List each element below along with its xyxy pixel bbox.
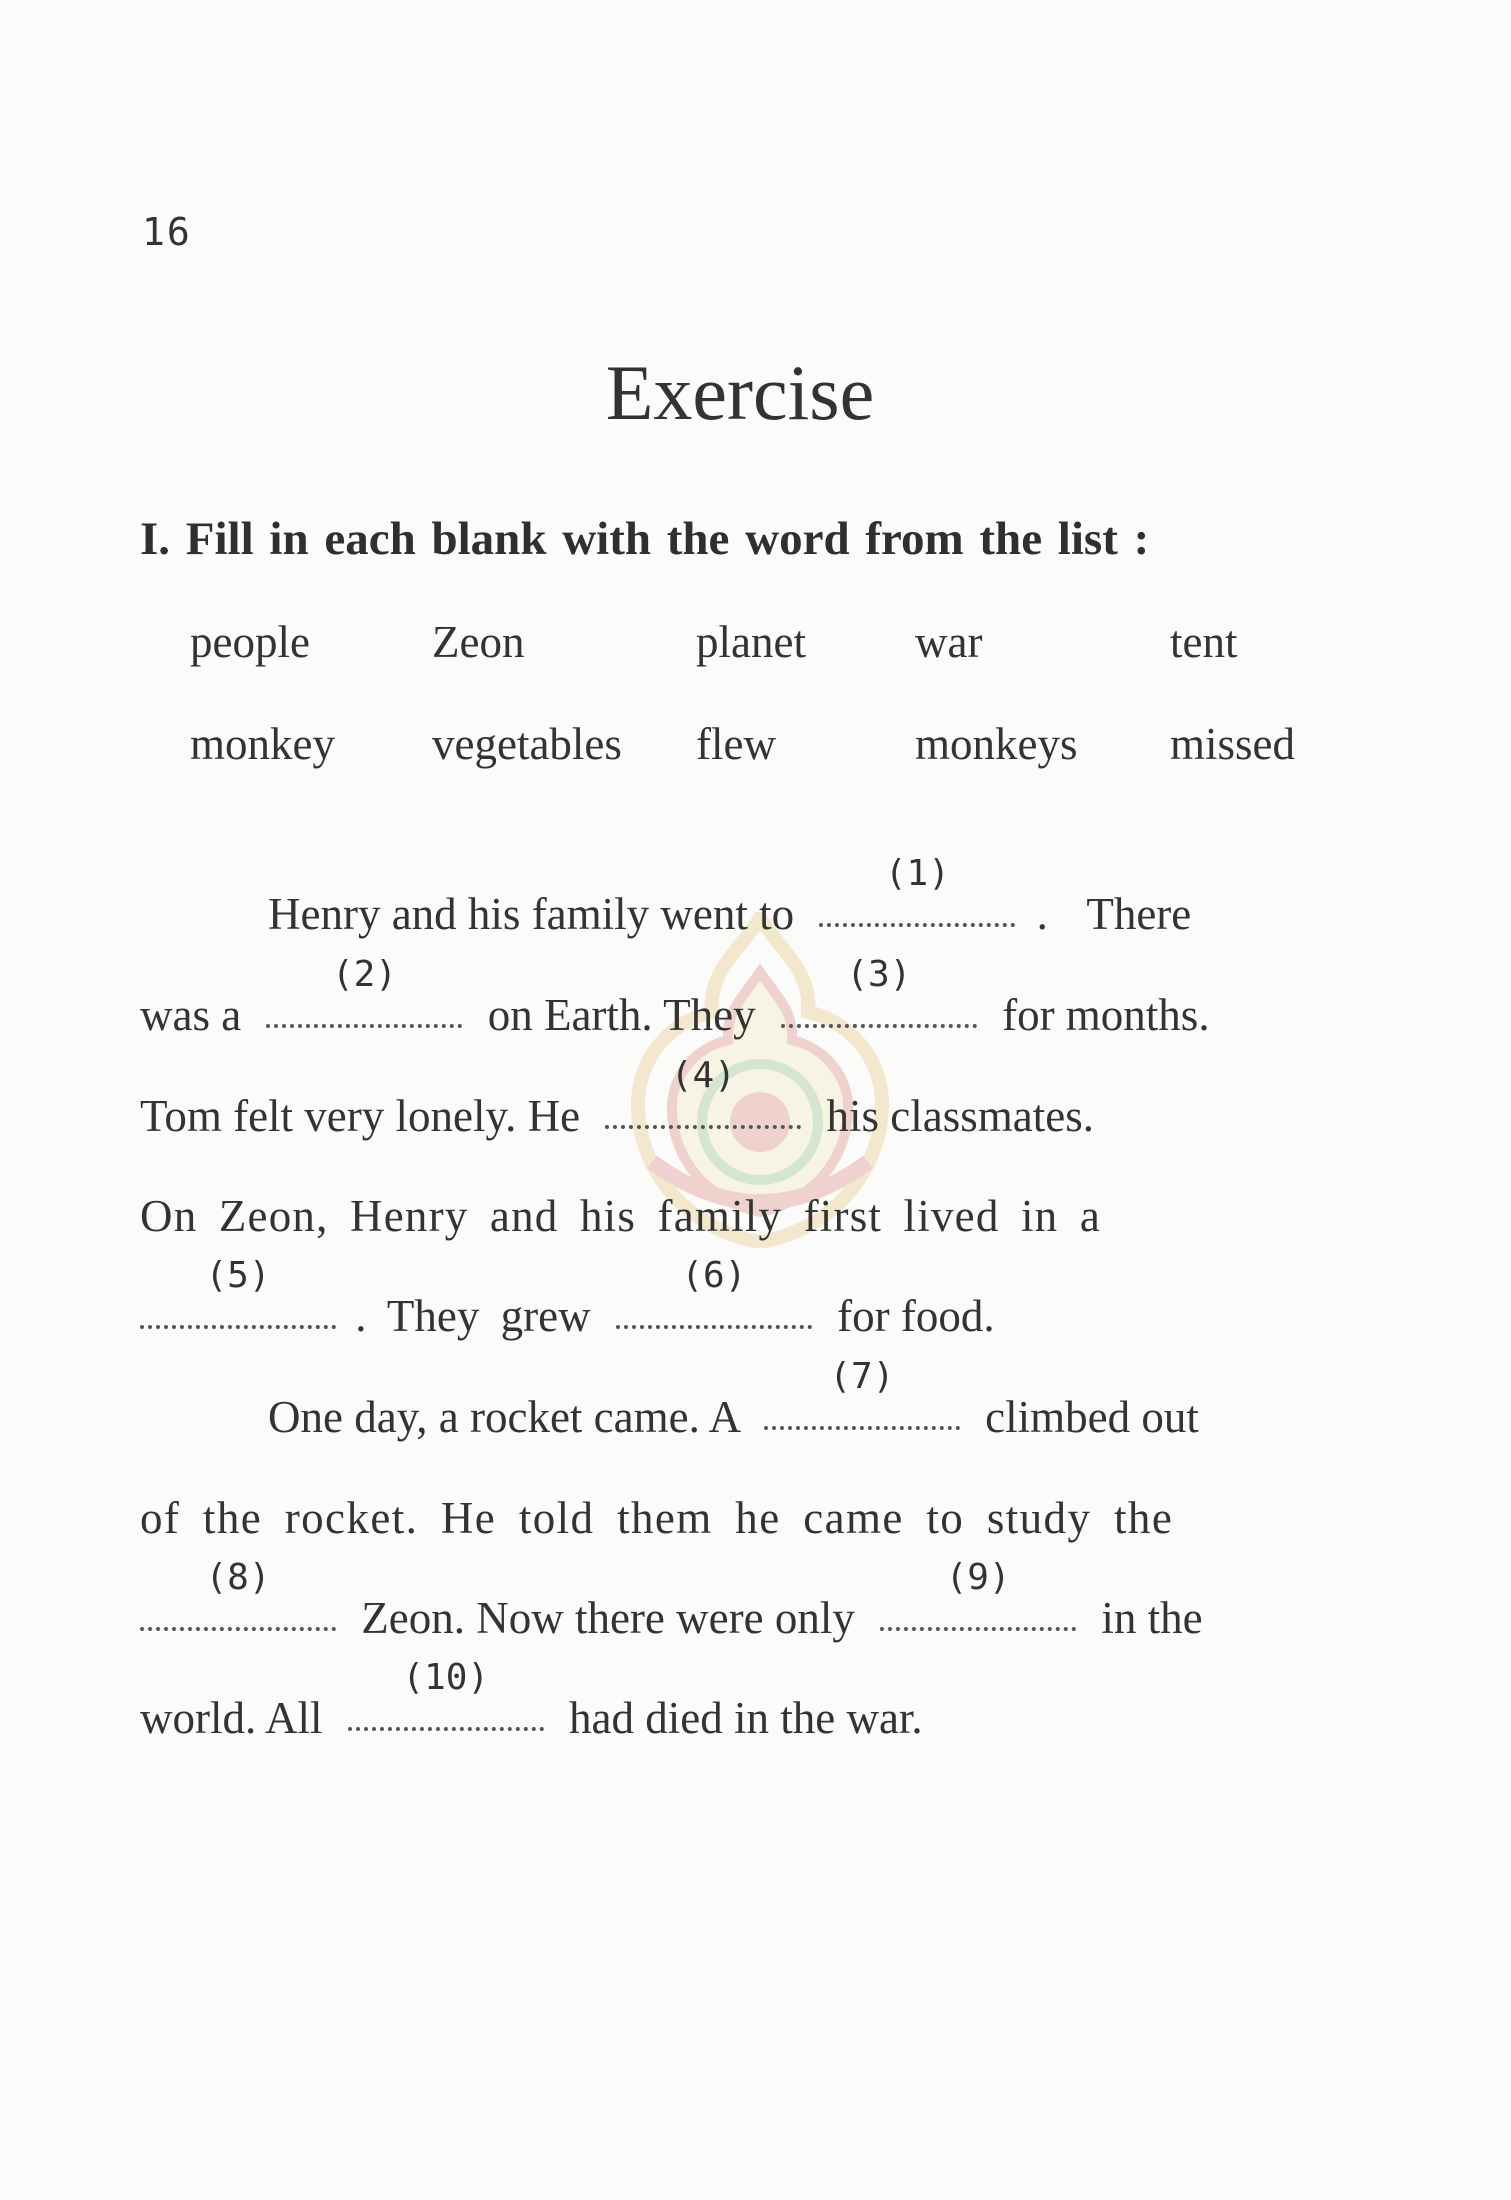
blank-7[interactable] bbox=[764, 1356, 960, 1432]
page-title: Exercise bbox=[605, 349, 875, 436]
blank-3[interactable] bbox=[781, 954, 977, 1030]
word-list-item: monkeys bbox=[915, 719, 1078, 769]
blank-4[interactable] bbox=[605, 1055, 801, 1131]
blank-number: (6) bbox=[681, 1255, 747, 1296]
blank-number: (5) bbox=[205, 1255, 271, 1296]
passage-line-5 bbox=[140, 1255, 995, 1342]
word-list-item: war bbox=[915, 617, 983, 667]
passage-text: for food. bbox=[837, 1291, 995, 1341]
passage-text: for months. bbox=[1002, 990, 1210, 1040]
blank-number: (9) bbox=[945, 1557, 1011, 1598]
passage-line-3 bbox=[140, 1055, 1094, 1142]
blank-9[interactable] bbox=[880, 1557, 1076, 1633]
blank-number: (2) bbox=[331, 954, 397, 995]
blank-2[interactable] bbox=[266, 954, 462, 1030]
word-list-item: Zeon bbox=[432, 617, 525, 667]
word-list-item: tent bbox=[1170, 617, 1238, 667]
blank-5[interactable] bbox=[140, 1255, 336, 1331]
blank-number: (3) bbox=[846, 954, 912, 995]
passage-text: had died in the war. bbox=[569, 1693, 923, 1743]
blank-8[interactable] bbox=[140, 1557, 336, 1633]
word-list-item: monkey bbox=[190, 719, 335, 769]
word-list-item: people bbox=[190, 617, 310, 667]
passage-text: world. All bbox=[140, 1693, 323, 1743]
passage-text: of the rocket. He told them he came to study the bbox=[140, 1493, 1174, 1543]
passage-line-6 bbox=[268, 1356, 1199, 1443]
blank-10[interactable] bbox=[348, 1657, 544, 1733]
passage-text: Henry and his family went to bbox=[268, 889, 795, 939]
instruction-heading: I. Fill in each blank with the word from the list : bbox=[140, 513, 1150, 565]
passage-text: . They grew bbox=[355, 1291, 591, 1341]
passage-line-7 bbox=[140, 1492, 1173, 1544]
passage-text: was a bbox=[140, 990, 242, 1040]
blank-6[interactable] bbox=[616, 1255, 812, 1331]
passage-line-9 bbox=[140, 1657, 923, 1744]
word-list-item: flew bbox=[696, 719, 776, 769]
page-number: 16 bbox=[142, 210, 192, 254]
blank-number: (7) bbox=[829, 1356, 895, 1397]
blank-number: (8) bbox=[205, 1557, 271, 1598]
passage-text: One day, a rocket came. A bbox=[268, 1392, 739, 1442]
passage-text: Zeon. Now there were only bbox=[361, 1593, 855, 1643]
blank-number: (10) bbox=[402, 1657, 490, 1698]
passage-text: climbed out bbox=[985, 1392, 1199, 1442]
word-list-item: vegetables bbox=[432, 719, 622, 769]
word-list-item: planet bbox=[696, 617, 806, 667]
passage-text: On Zeon, Henry and his family first lived in a bbox=[140, 1191, 1102, 1241]
word-list-item: missed bbox=[1170, 719, 1296, 769]
passage-line-4 bbox=[140, 1190, 1101, 1242]
passage-line-2 bbox=[140, 954, 1210, 1041]
passage-text: . There bbox=[1036, 889, 1192, 939]
passage-text: his classmates. bbox=[826, 1091, 1094, 1141]
passage-text: on Earth. They bbox=[487, 990, 756, 1040]
blank-1[interactable] bbox=[819, 853, 1015, 929]
passage-line-8 bbox=[140, 1557, 1203, 1644]
passage-text: Tom felt very lonely. He bbox=[140, 1091, 581, 1141]
passage-text: in the bbox=[1101, 1593, 1203, 1643]
blank-number: (4) bbox=[670, 1055, 736, 1096]
passage-line-1 bbox=[268, 853, 1192, 940]
blank-number: (1) bbox=[884, 853, 950, 894]
